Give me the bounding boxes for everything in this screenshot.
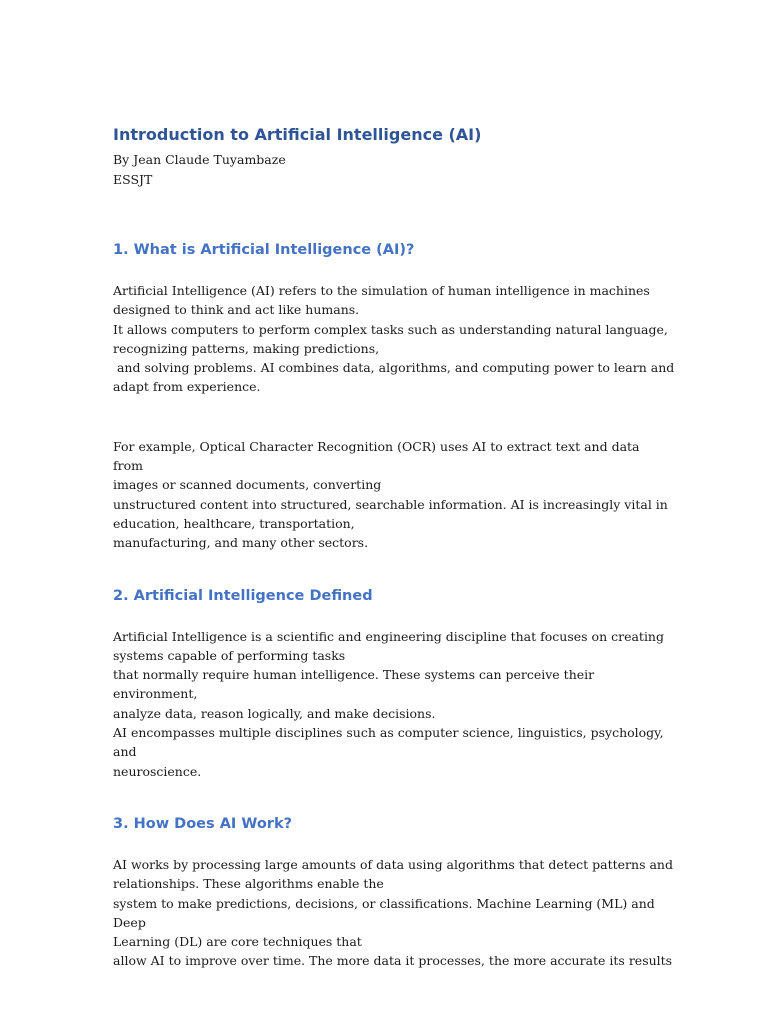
text-line: system to make predictions, decisions, or classifications. Machine Learning (ML) and Deep bbox=[113, 895, 655, 930]
document-page bbox=[113, 124, 673, 971]
text-line: For example, Optical Character Recognition (OCR) uses AI to extract text and data from bbox=[113, 438, 640, 474]
text-line: images or scanned documents, converting bbox=[113, 477, 382, 493]
text-line: Artificial Intelligence (AI) refers to the simulation of human intelligence in machines bbox=[113, 283, 650, 298]
text-line: Artificial Intelligence is a scientific and engineering discipline that focuses on creating bbox=[113, 628, 664, 644]
paragraph bbox=[113, 437, 673, 553]
section-body-1 bbox=[113, 281, 673, 553]
section-heading-3: 3. How Does AI Work? bbox=[113, 815, 293, 832]
document-title: Introduction to Artificial Intelligence (AI) bbox=[113, 125, 482, 144]
author-line: By Jean Claude Tuyambaze bbox=[113, 152, 286, 167]
section-body-2 bbox=[113, 627, 673, 781]
text-line: AI works by processing large amounts of data using algorithms that detect patterns and bbox=[113, 856, 673, 872]
text-line: relationships. These algorithms enable the bbox=[113, 876, 384, 892]
text-line: education, healthcare, transportation, bbox=[113, 515, 355, 531]
text-line: that normally require human intelligence. These systems can perceive their environment, bbox=[113, 667, 595, 702]
text-line: analyze data, reason logically, and make decisions. bbox=[113, 705, 436, 721]
section-body-3 bbox=[113, 855, 673, 971]
text-line: allow AI to improve over time. The more data it processes, the more accurate its results bbox=[113, 953, 673, 969]
paragraph bbox=[113, 627, 673, 781]
text-line: AI encompasses multiple disciplines such as computer science, linguistics, psychology, and bbox=[113, 725, 664, 760]
text-line: neuroscience. bbox=[113, 763, 202, 779]
text-line: recognizing patterns, making predictions, bbox=[113, 340, 380, 356]
section-heading-1: 1. What is Artificial Intelligence (AI)? bbox=[113, 242, 415, 258]
text-line: It allows computers to perform complex tasks such as understanding natural language, bbox=[113, 321, 668, 337]
organization-line: ESSJT bbox=[113, 172, 153, 187]
text-line: and solving problems. AI combines data, algorithms, and computing power to learn and bbox=[113, 360, 675, 376]
section-heading-2: 2. Artificial Intelligence Defined bbox=[113, 587, 373, 604]
text-line: adapt from experience. bbox=[113, 379, 261, 395]
paragraph bbox=[113, 855, 673, 971]
text-line: designed to think and act like humans. bbox=[113, 302, 360, 318]
text-line: systems capable of performing tasks bbox=[113, 647, 346, 663]
text-line: unstructured content into structured, searchable information. AI is increasingly vital in bbox=[113, 496, 668, 512]
text-line: Learning (DL) are core techniques that bbox=[113, 934, 362, 950]
paragraph bbox=[113, 281, 673, 397]
text-line: manufacturing, and many other sectors. bbox=[113, 535, 369, 551]
